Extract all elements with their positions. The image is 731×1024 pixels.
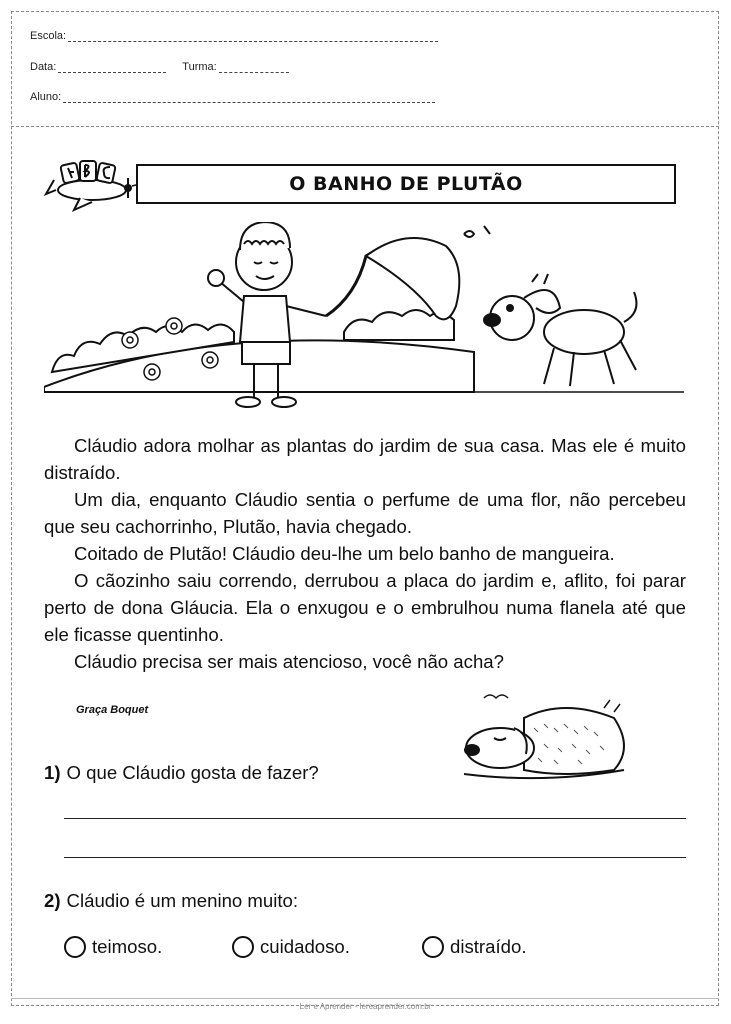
- radio-circle-icon[interactable]: [232, 936, 254, 958]
- date-label: Data:: [30, 61, 57, 73]
- header-divider: [11, 126, 719, 127]
- student-label: Aluno:: [30, 91, 62, 103]
- student-field[interactable]: [63, 94, 435, 103]
- footer-text: Ler e Aprender - lereaprender.com.br: [299, 1002, 432, 1011]
- student-row: [30, 91, 435, 103]
- school-label: Escola:: [30, 30, 67, 42]
- story-paragraph: Um dia, enquanto Cláudio sentia o perfume de uma flor, não percebeu que seu cachorrinho, Plutão, havia chegado.: [44, 489, 686, 537]
- story-paragraph: Coitado de Plutão! Cláudio deu-lhe um belo banho de mangueira.: [74, 543, 615, 564]
- title-box: [136, 164, 676, 204]
- radio-circle-icon[interactable]: [64, 936, 86, 958]
- story-paragraph: Cláudio precisa ser mais atencioso, você não acha?: [74, 651, 504, 672]
- dog-figure: [484, 274, 636, 386]
- school-field[interactable]: [68, 33, 438, 42]
- footer-divider: [11, 998, 719, 999]
- class-field[interactable]: [219, 64, 289, 73]
- question-number: 1): [44, 762, 61, 783]
- garden-illustration: [44, 222, 684, 422]
- story-text: [44, 432, 686, 675]
- option-label: cuidadoso.: [260, 936, 350, 957]
- question-2: [44, 890, 298, 912]
- class-label: Turma:: [182, 61, 217, 73]
- story-paragraph: Cláudio adora molhar as plantas do jardim de sua casa. Mas ele é muito distraído.: [44, 435, 686, 483]
- question-text: Cláudio é um menino muito:: [66, 890, 299, 911]
- title-banner: [40, 156, 690, 218]
- story-author: Graça Boquet: [76, 704, 149, 716]
- date-field[interactable]: [58, 64, 166, 73]
- sleeping-dog-illustration: [454, 688, 634, 788]
- question-text: O que Cláudio gosta de fazer?: [66, 762, 319, 783]
- answer-line[interactable]: [64, 857, 686, 858]
- question-number: 2): [44, 890, 61, 911]
- option-teimoso[interactable]: [64, 936, 162, 958]
- answer-line[interactable]: [64, 818, 686, 819]
- option-distraido[interactable]: [422, 936, 526, 958]
- airplane-icon: [40, 156, 140, 218]
- question-1: [44, 762, 319, 784]
- story-paragraph: O cãozinho saiu correndo, derrubou a placa do jardim e, aflito, foi parar perto de dona Gláucia. Ela o enxugou e o embrulhou numa flanela até que ele ficasse quentinho.: [44, 570, 686, 645]
- option-label: distraído.: [450, 936, 527, 957]
- radio-circle-icon[interactable]: [422, 936, 444, 958]
- option-label: teimoso.: [92, 936, 163, 957]
- date-row: [30, 61, 289, 73]
- school-row: [30, 30, 438, 42]
- option-cuidadoso[interactable]: [232, 936, 350, 958]
- page-title: O BANHO DE PLUTÃO: [289, 173, 523, 195]
